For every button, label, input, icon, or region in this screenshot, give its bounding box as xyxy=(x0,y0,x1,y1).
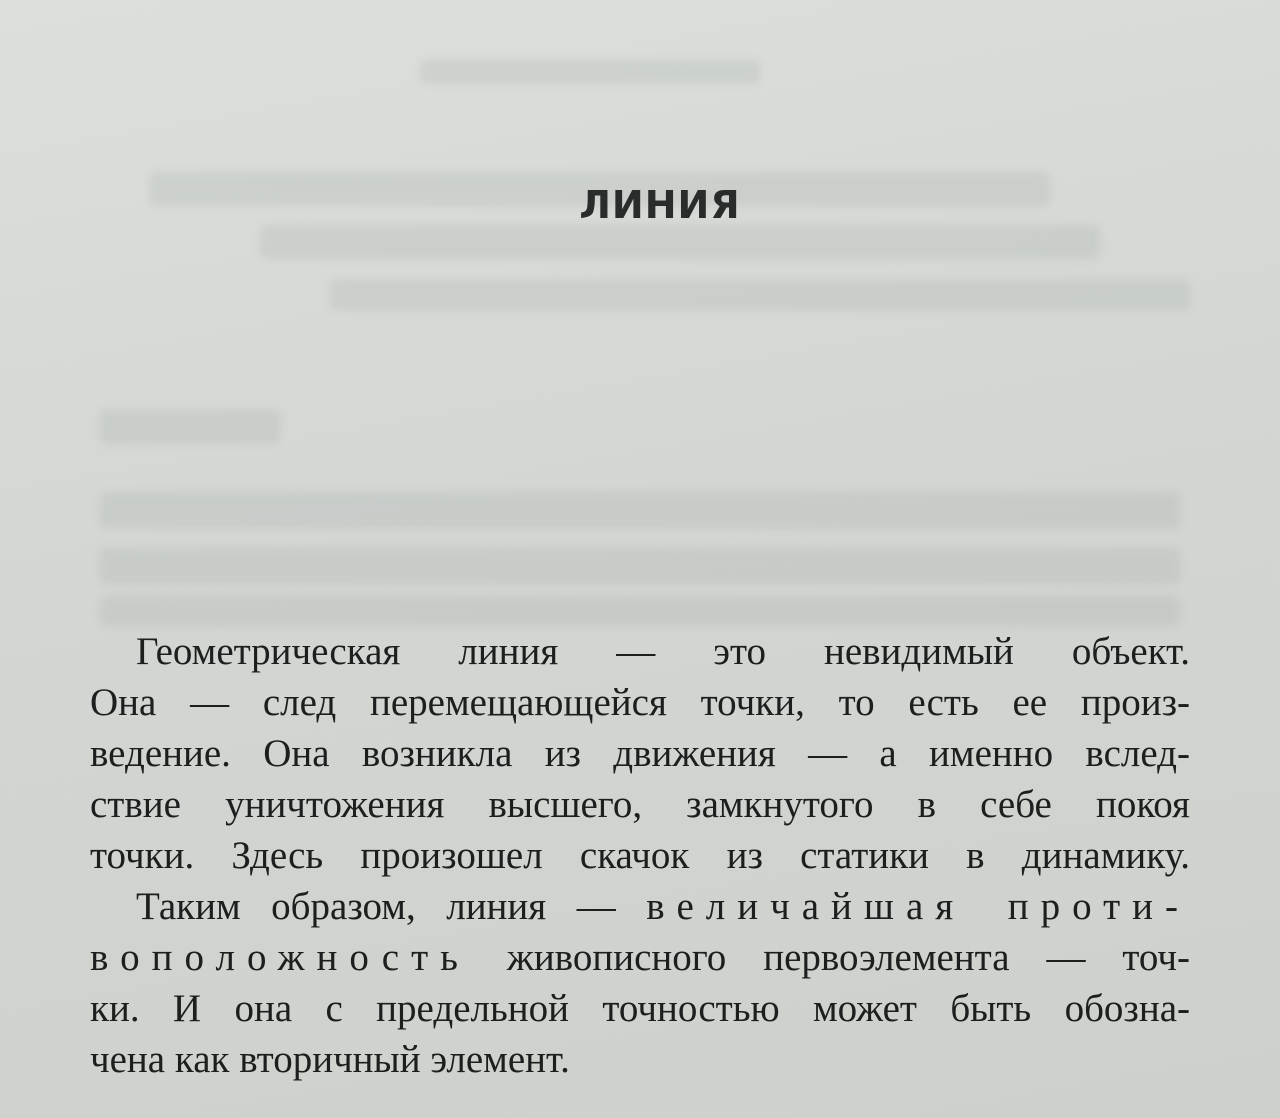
text-line: Она — след перемещающейся точки, то есть ее произ- xyxy=(90,681,1190,724)
bleed-through-line xyxy=(100,596,1180,626)
text-line xyxy=(90,932,1190,983)
text-segment: Таким образом, линия — xyxy=(136,885,647,928)
bleed-through-line xyxy=(260,225,1100,259)
text-line: ки. И она с предельной точностью может быть обозна- xyxy=(90,987,1190,1030)
text-line: точки. Здесь произошел скачок из статики в динамику. xyxy=(90,834,1190,877)
bleed-through-line xyxy=(330,280,1190,310)
paragraph-2 xyxy=(90,881,1190,1085)
bleed-through-line xyxy=(100,548,1180,584)
text-line: чена как вторичный элемент. xyxy=(90,1038,570,1081)
text-line xyxy=(90,881,1190,932)
emphasized-text: воположность xyxy=(90,936,470,979)
text-line: ведение. Она возникла из движения — а именно вслед- xyxy=(90,732,1190,775)
bleed-through-line xyxy=(100,492,1180,528)
body-text xyxy=(90,626,1190,1085)
text-line: ствие уничтожения высшего, замкнутого в себе покоя xyxy=(90,783,1190,826)
text-line: Геометрическая линия — это невидимый объект. xyxy=(136,630,1190,673)
emphasized-text: величайшая проти- xyxy=(646,885,1190,928)
paragraph-1 xyxy=(90,626,1190,881)
chapter-title: ЛИНИЯ xyxy=(579,183,741,228)
bleed-through-line xyxy=(100,410,280,444)
bleed-through-line xyxy=(420,60,760,84)
text-segment: живописного первоэлемента — точ- xyxy=(469,936,1190,979)
